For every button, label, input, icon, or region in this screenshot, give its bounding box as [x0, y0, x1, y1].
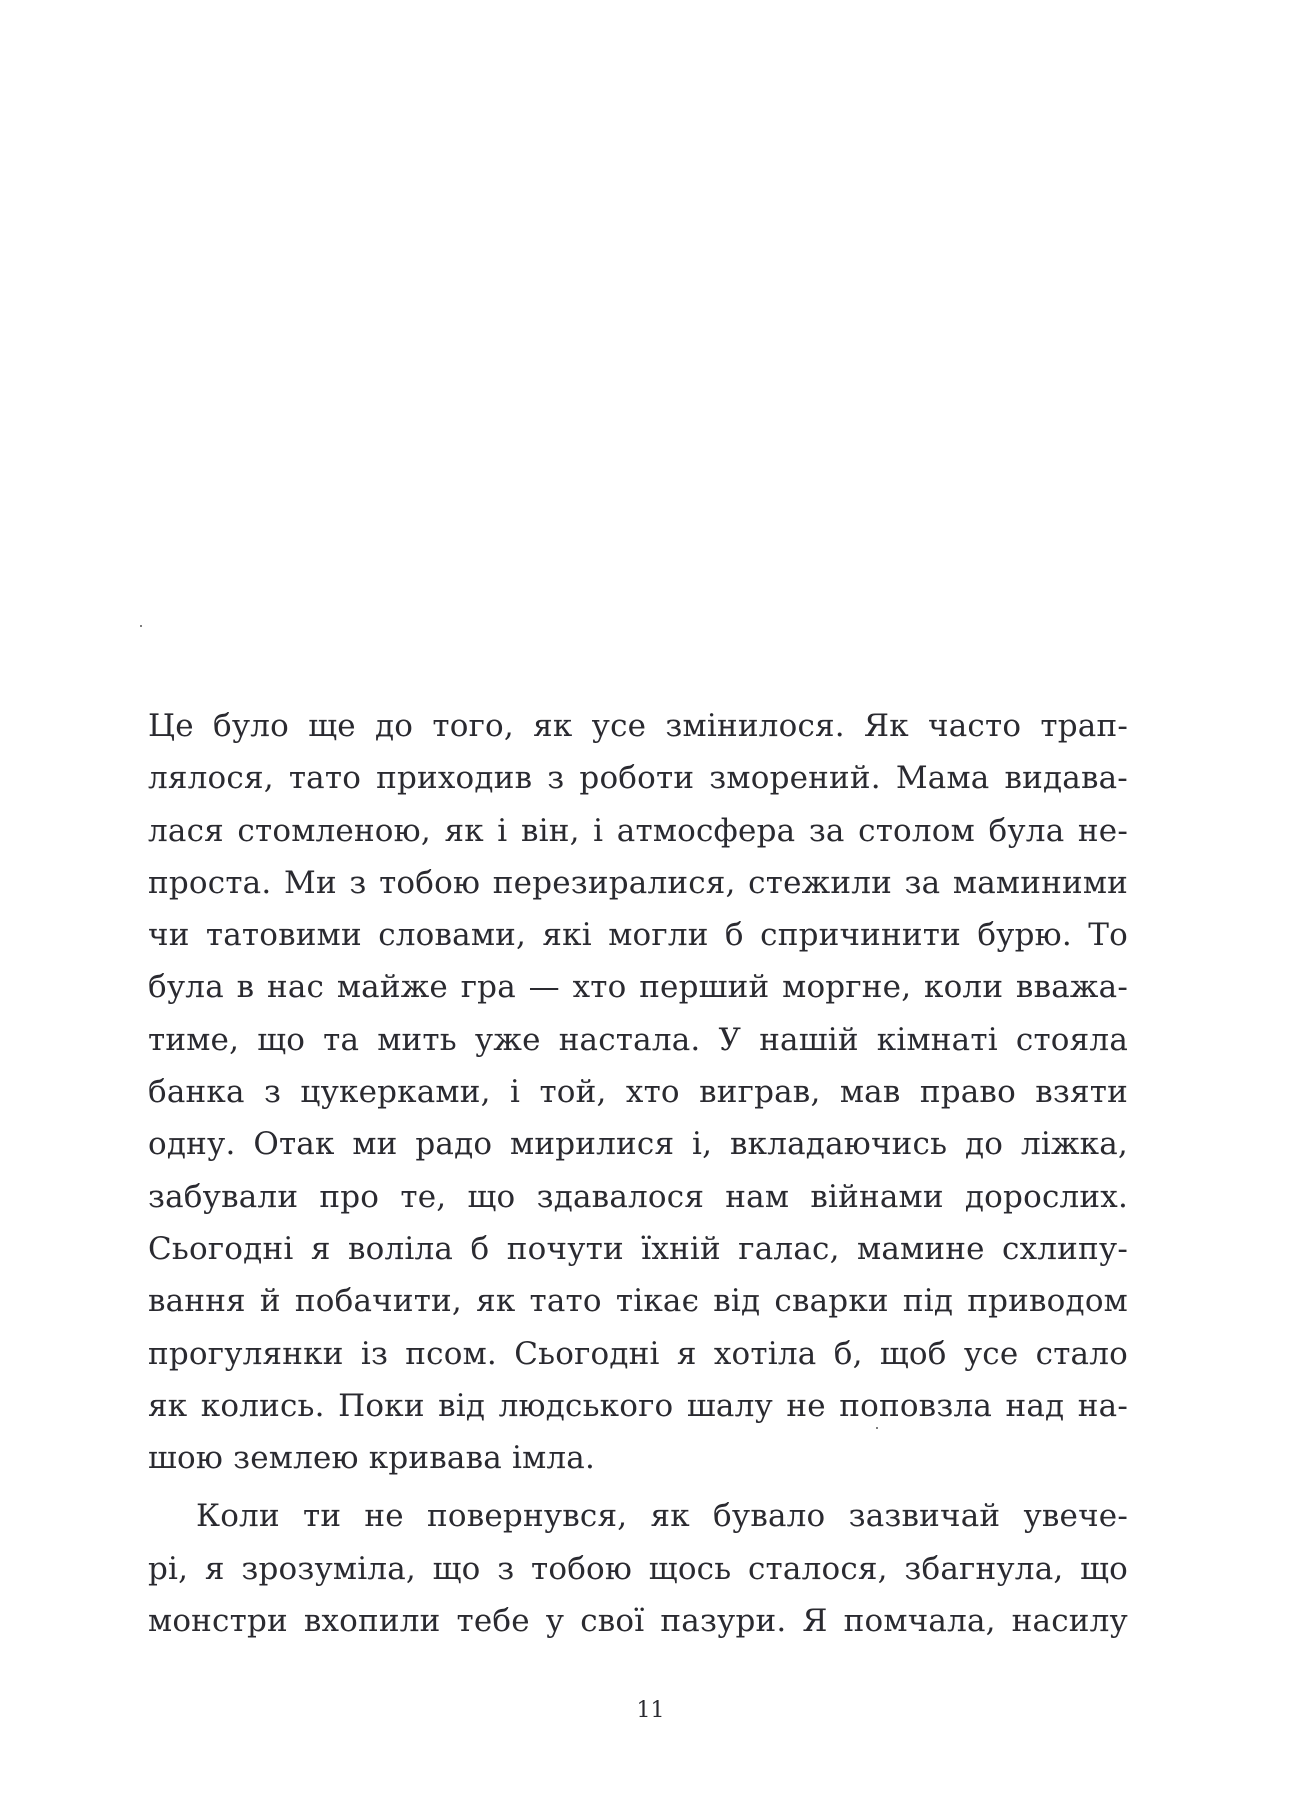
text-line: забували про те, що здавалося нам війнами дорослих. — [148, 1178, 1128, 1215]
text-line: лася стомленою, як і він, і атмосфера за столом була не- — [148, 812, 1128, 849]
text-line: проста. Ми з тобою перезиралися, стежили за маминими — [148, 864, 1128, 901]
text-line: банка з цукерками, і той, хто виграв, мав право взяти — [148, 1074, 1128, 1111]
text-line: вання й побачити, як тато тікає від сварки під приводом — [148, 1283, 1128, 1320]
text-line: лялося, тато приходив з роботи зморений. Мама видава- — [148, 760, 1128, 797]
text-line: шою землею кривава імла. — [148, 1440, 596, 1477]
text-line: як колись. Поки від людського шалу не поповзла над на- — [148, 1387, 1128, 1424]
body-text — [148, 700, 1128, 1647]
text-line: одну. Отак ми радо мирилися і, вкладаючись до ліжка, — [148, 1126, 1128, 1163]
page-number: 11 — [636, 1698, 665, 1723]
text-line: Це було ще до того, як усе змінилося. Як часто трап- — [148, 708, 1128, 744]
text-line: монстри вхопили тебе у свої пазури. Я помчала, насилу — [148, 1603, 1128, 1640]
text-line: прогулянки із псом. Сьогодні я хотіла б, щоб усе стало — [148, 1335, 1128, 1372]
paragraph-1 — [148, 700, 1128, 1484]
text-line: була в нас майже гра — хто перший моргне, коли вважа- — [148, 969, 1128, 1006]
print-speck — [140, 625, 142, 627]
text-line: Коли ти не повернувся, як бувало зазвичай увече- — [196, 1498, 1128, 1535]
text-line: чи татовими словами, які могли б спричинити бурю. То — [148, 917, 1128, 954]
text-line: тиме, що та мить уже настала. У нашій кімнаті стояла — [148, 1021, 1128, 1058]
text-line: рі, я зрозуміла, що з тобою щось сталося, збагнула, що — [148, 1550, 1128, 1587]
paragraph-2 — [148, 1490, 1128, 1647]
text-line: Сьогодні я воліла б почути їхній галас, мамине схлипу- — [148, 1230, 1128, 1267]
